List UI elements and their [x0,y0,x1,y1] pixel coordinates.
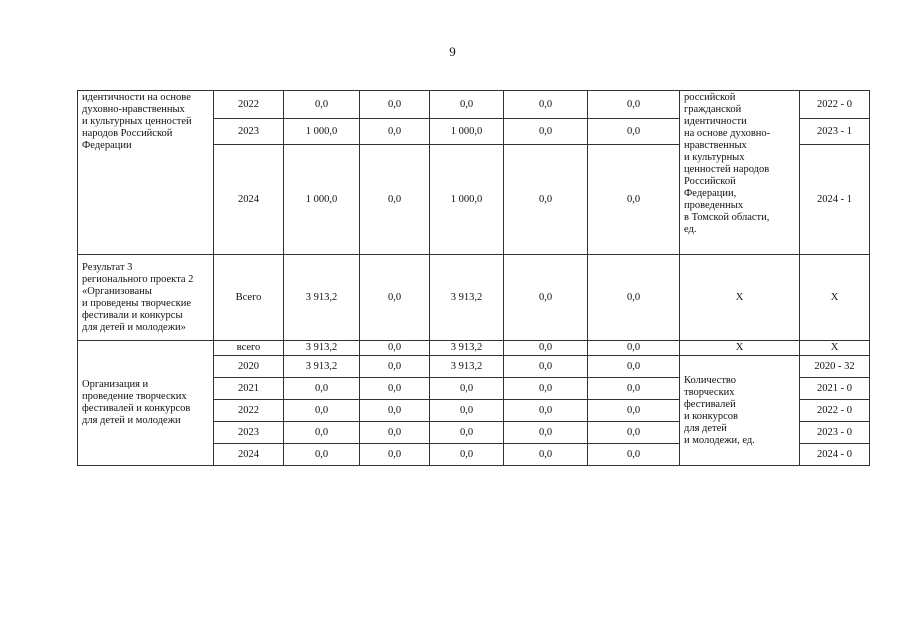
target-value: 2021 - 0 [800,378,870,400]
amount-cell: 0,0 [360,378,430,400]
amount-cell: 0,0 [430,91,504,119]
year-cell: 2024 [214,444,284,466]
amount-cell: 0,0 [360,91,430,119]
amount-cell: 0,0 [360,255,430,341]
total-cell: 3 913,2 [284,255,360,341]
amount-cell: 1 000,0 [430,119,504,145]
amount-cell: 0,0 [360,119,430,145]
amount-cell: 0,0 [588,91,680,119]
amount-cell: 1 000,0 [430,145,504,255]
amount-cell: 0,0 [360,145,430,255]
total-cell: 1 000,0 [284,145,360,255]
amount-cell: 0,0 [360,422,430,444]
financing-table [77,90,870,466]
amount-cell: 0,0 [504,119,588,145]
target-value: 2023 - 1 [800,119,870,145]
indicator-description: X [680,255,800,341]
target-value: X [800,341,870,356]
total-cell: 3 913,2 [284,341,360,356]
amount-cell: 0,0 [588,145,680,255]
amount-cell: 0,0 [504,255,588,341]
amount-cell: 0,0 [360,356,430,378]
amount-cell: 0,0 [504,444,588,466]
indicator-description: Количество творческих фестивалей и конкурсов для детей и молодежи, ед. [680,356,800,466]
amount-cell: 0,0 [430,444,504,466]
total-cell: 0,0 [284,444,360,466]
amount-cell: 0,0 [588,255,680,341]
amount-cell: 0,0 [588,378,680,400]
target-value: 2020 - 32 [800,356,870,378]
total-cell: 1 000,0 [284,119,360,145]
target-value: 2022 - 0 [800,400,870,422]
page-number: 9 [449,44,456,59]
amount-cell: 0,0 [504,145,588,255]
target-value: 2022 - 0 [800,91,870,119]
amount-cell: 0,0 [588,341,680,356]
year-cell: 2022 [214,91,284,119]
total-cell: 3 913,2 [284,356,360,378]
amount-cell: 0,0 [430,378,504,400]
year-cell: 2024 [214,145,284,255]
year-cell: всего [214,341,284,356]
total-cell: 0,0 [284,400,360,422]
indicator-description: X [680,341,800,356]
amount-cell: 0,0 [588,356,680,378]
year-cell: 2021 [214,378,284,400]
event-description: идентичности на основе духовно-нравственных и культурных ценностей народов Российской Федерации [78,91,214,255]
target-value: 2024 - 0 [800,444,870,466]
year-cell: Всего [214,255,284,341]
amount-cell: 0,0 [504,356,588,378]
amount-cell: 0,0 [360,444,430,466]
indicator-description: российской гражданской идентичности на основе духовно- нравственных и культурных ценностей народов Российской Федерации, проведенных в Томской области, ед. [680,91,800,255]
amount-cell: 3 913,2 [430,356,504,378]
year-cell: 2023 [214,422,284,444]
amount-cell: 3 913,2 [430,255,504,341]
amount-cell: 0,0 [430,422,504,444]
amount-cell: 0,0 [360,341,430,356]
amount-cell: 0,0 [588,400,680,422]
year-cell: 2022 [214,400,284,422]
table-row [78,91,870,119]
table-row [78,341,870,356]
event-description: Организация и проведение творческих фестивалей и конкурсов для детей и молодежи [78,341,214,466]
amount-cell: 0,0 [588,422,680,444]
target-value: 2023 - 0 [800,422,870,444]
amount-cell: 0,0 [588,444,680,466]
table-row [78,255,870,341]
total-cell: 0,0 [284,91,360,119]
year-cell: 2023 [214,119,284,145]
amount-cell: 0,0 [504,378,588,400]
amount-cell: 0,0 [504,91,588,119]
total-cell: 0,0 [284,378,360,400]
amount-cell: 0,0 [588,119,680,145]
amount-cell: 0,0 [430,400,504,422]
total-cell: 0,0 [284,422,360,444]
target-value: 2024 - 1 [800,145,870,255]
amount-cell: 3 913,2 [430,341,504,356]
target-value: X [800,255,870,341]
amount-cell: 0,0 [360,400,430,422]
year-cell: 2020 [214,356,284,378]
amount-cell: 0,0 [504,400,588,422]
amount-cell: 0,0 [504,341,588,356]
result-description: Результат 3 регионального проекта 2 «Организованы и проведены творческие фестивали и конкурсы для детей и молодежи» [78,255,214,341]
amount-cell: 0,0 [504,422,588,444]
